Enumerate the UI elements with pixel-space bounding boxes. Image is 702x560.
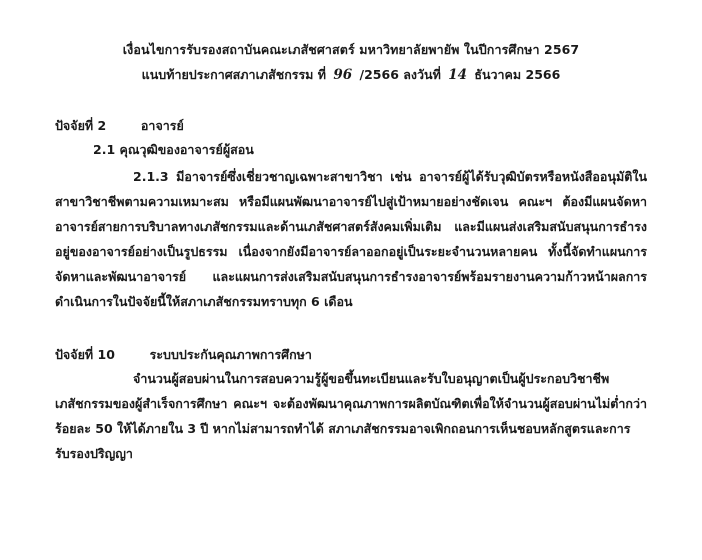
factor-10-body-last-line: รับรองปริญญา [55,446,133,461]
factor-2-title [55,115,647,138]
factor-2-body: 2.1.3 มีอาจารย์ซึ่งเชี่ยวชาญเฉพาะสาขาวิชา เช่น อาจารย์ผู้ได้รับวุฒิบัตรหรือหนังสืออนุมัติในสาขาวิชาชีพตามความเหมาะสม หรือมีแผนพัฒนาอาจารย์ไปสู่เป้าหมายอย่างชัดเจน คณะฯ ต้องมีแผนจัดหาอาจารย์สายการบริบาลทางเภสัชกรรมและด้านเภสัชศาสตร์สังคมเพิ่มเติม และมีแผนส่งเสริมสนับสนุนการธำรงอยู่ของอาจารย์อย่างเป็นรูปธรรม เนื่องจากยังมีอาจารย์ลาออกอยู่เป็นระยะจำนวนหลายคน ทั้งนี้จัดทำแผนการจัดหาและพัฒนาอาจารย์ และแผนการส่งเสริมสนับสนุนการธำรงอาจารย์พร้อมรายงานความก้าวหน้าผลการดำเนินการในปัจจัยนี้ให้สภาเภสัชกรรมทราบทุก 6 เดือน [55,168,647,309]
header-reference-suffix: ธันวาคม 2566 [474,66,561,82]
document-header [55,38,647,89]
factor-2-label: อาจารย์ [140,117,184,133]
factor-2-number: ปัจจัยที่ 2 [55,117,107,133]
header-reference-prefix: แนบท้ายประกาศสภาเภสัชกรรม ที่ [141,66,327,82]
handwritten-day: 14 [448,66,467,83]
factor-10-label: ระบบประกันคุณภาพการศึกษา [149,346,312,362]
factor-10-body: จำนวนผู้สอบผ่านในการสอบความรู้ผู้ขอขึ้นทะเบียนและรับใบอนุญาตเป็นผู้ประกอบวิชาชีพเภสัชกรรมของผู้สำเร็จการศึกษา คณะฯ จะต้องพัฒนาคุณภาพการผลิตบัณฑิตเพื่อให้จำนวนผู้สอบผ่านไม่ต่ำกว่าร้อยละ 50 ให้ได้ภายใน 3 ปี หากไม่สามารถทำได้ สภาเภสัชกรรมอาจเพิกถอนการเห็นชอบหลักสูตรและการ [55,371,647,436]
header-reference-middle: /2566 ลงวันที่ [359,66,441,82]
factor-10-section [55,344,647,467]
factor-2-section [55,115,647,314]
handwritten-announcement-number: 96 [333,66,353,83]
factor-2-subheading: 2.1 คุณวุฒิของอาจารย์ผู้สอน [93,142,254,158]
header-title-line-1: เงื่อนไขการรับรองสถาบันคณะเภสัชศาสตร์ มหาวิทยาลัยพายัพ ในปีการศึกษา 2567 [122,42,580,57]
header-title-line-2 [55,62,647,89]
factor-10-title [55,344,647,367]
factor-10-number: ปัจจัยที่ 10 [55,346,115,362]
